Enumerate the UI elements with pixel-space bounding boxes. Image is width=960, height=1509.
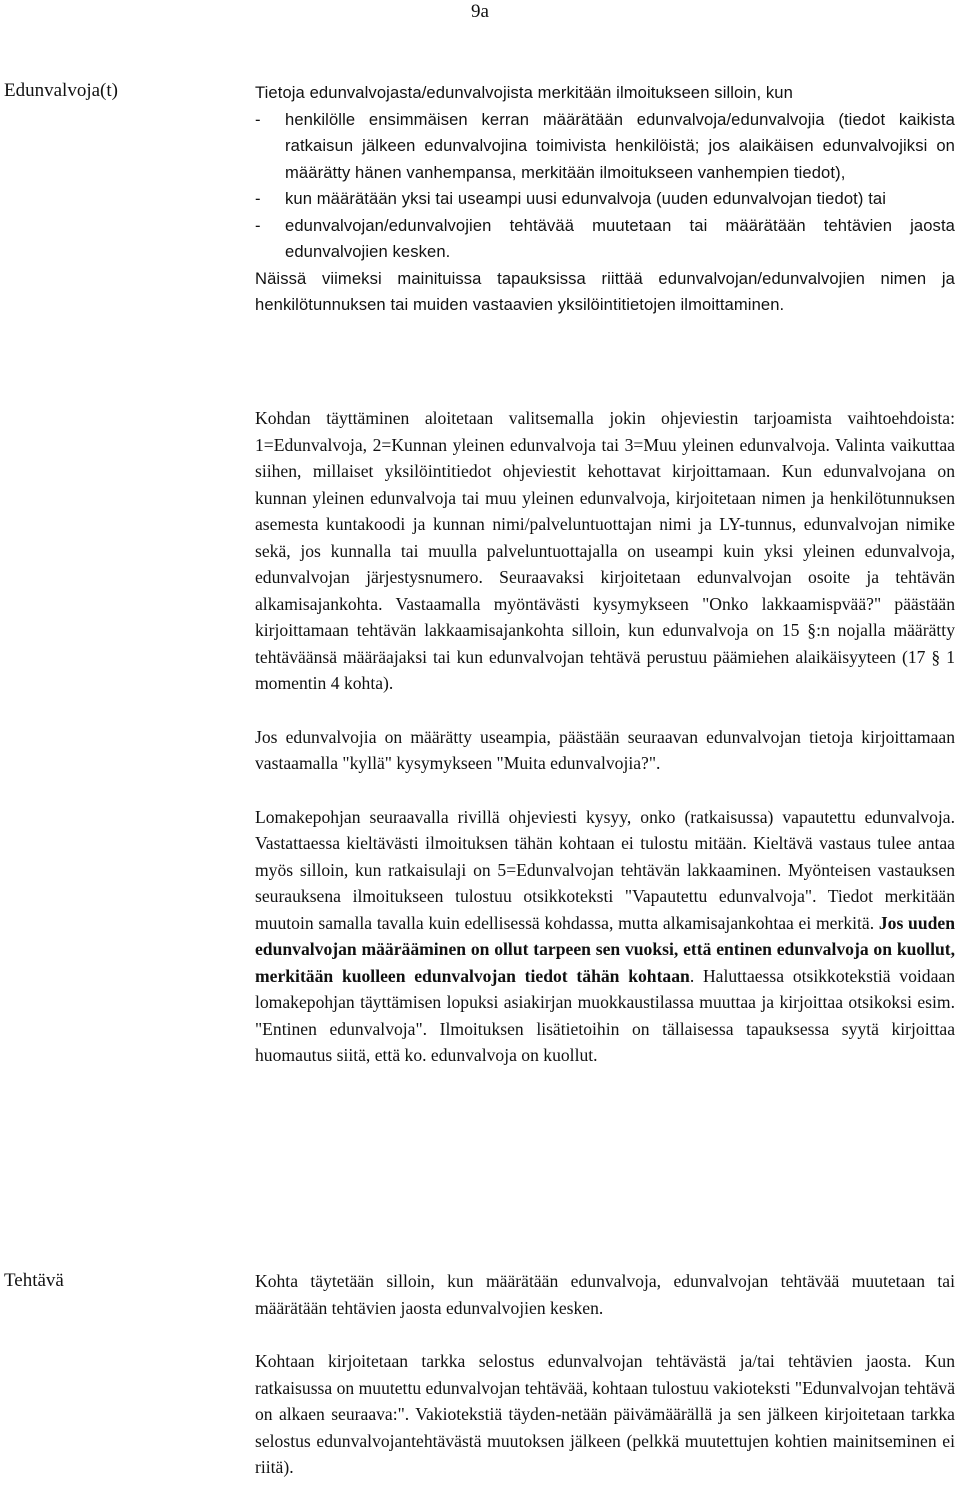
- section-label-tehtava: Tehtävä: [4, 1270, 64, 1291]
- released-guardian-paragraph: [255, 804, 955, 1069]
- task-when-paragraph: Kohta täytetään silloin, kun määrätään edunvalvoja, edunvalvojan tehtävää muutetaan tai määrätään tehtävien jaosta edunvalvojien kesken.: [255, 1271, 955, 1318]
- guardian-intro: Tietoja edunvalvojasta/edunvalvojista merkitään ilmoitukseen silloin, kun: [255, 83, 793, 102]
- guardian-intro-section: [255, 80, 955, 319]
- list-item-text: edunvalvojan/edunvalvojien tehtävää muutetaan tai määrätään tehtävien jaosta edunvalvojien kesken.: [285, 215, 955, 261]
- multiple-guardians-paragraph: Jos edunvalvojia on määrätty useampia, päästään seuraavan edunvalvojan tietoja kirjoittamaan vastaamalla "kyllä" kysymykseen "Muita edunvalvojia?".: [255, 726, 955, 773]
- list-dash: -: [255, 189, 261, 208]
- page-number: 9a: [471, 1, 489, 22]
- list-item: [255, 186, 955, 213]
- released-guardian-text-start: Lomakepohjan seuraavalla rivillä ohjeviesti kysyy, onko (ratkaisussa) vapautettu edunvalvoja. Vastattaessa kieltävästi ilmoituksen tähän kohtaan ei tulostu mitään. Kieltävä vastaus tulee antaa myös silloin, kun ratkaisulaji on 5=Edunvalvojan tehtävän lakkaaminen. Myönteisen vastauksen seurauksena ilmoitukseen tulostuu otsikkoteksti "Vapautettu edunvalvoja". Tiedot merkitään muutoin samalla tavalla kuin edellisessä kohdassa, mutta alkamisajankohtaa ei merkitä.: [255, 806, 955, 933]
- section-label-edunvalvoja: Edunvalvoja(t): [4, 80, 118, 101]
- task-section: [255, 1268, 955, 1481]
- released-guardian-text-end: . Haluttaessa otsikkotekstiä voidaan lomakepohjan täyttämisen lopuksi asiakirjan muokkaustilassa muuttaa ja kirjoittaa otsikoksi esim. "Entinen edunvalvoja". Ilmoituksen lisätietoihin on tällaisessa tapauksessa syytä kirjoittaa huomautus siitä, että ko. edunvalvoja on kuollut.: [255, 965, 955, 1065]
- deceased-guardian-note: Jos uuden edunvalvojan määrääminen on ollut tarpeen sen vuoksi, että entinen edunvalvoja on kuollut, merkitään kuolleen edunvalvojan tiedot tähän kohtaan: [255, 912, 955, 986]
- list-item: [255, 107, 955, 187]
- list-dash: -: [255, 109, 261, 129]
- list-dash: -: [255, 215, 261, 235]
- guardian-conditions-list: [255, 107, 955, 266]
- list-item: [255, 213, 955, 266]
- fill-instructions-paragraph: Kohdan täyttäminen aloitetaan valitsemalla jokin ohjeviestin tarjoamista vaihtoehdoista: 1=Edunvalvoja, 2=Kunnan yleinen edunvalvoja tai 3=Muu yleinen edunvalvoja. Valinta vaikuttaa siihen, millaiset yksilöintitiedot ohjeviestit kehottavat kirjoittamaan. Kun edunvalvojana on kunnan yleinen edunvalvoja tai muu yleinen edunvalvoja, kirjoitetaan nimen ja henkilötunnuksen asemesta kuntakoodi ja kunnan nimi/palveluntuottajan nimi ja LY-tunnus, edunvalvojan nimike sekä, jos kunnalla tai muulla palveluntuottajalla on useampi kuin yksi yleinen edunvalvoja, edunvalvojan järjestysnumero. Seuraavaksi kirjoitetaan edunvalvojan osoite ja tehtävän alkamisajankohta. Vastaamalla myöntävästi kysymykseen "Onko lakkaamispvää?" päästään kirjoittamaan tehtävän lakkaamisajankohta silloin, kun edunvalvoja on 15 §:n nojalla määrätty tehtäväänsä määräajaksi tai kun edunvalvojan tehtävä perustuu päämiehen alaikäisyyteen (17 § 1 momentin 4 kohta).: [255, 408, 955, 693]
- task-description-paragraph: Kohtaan kirjoitetaan tarkka selostus edunvalvojan tehtävästä ja/tai tehtävien jaosta. Kun ratkaisussa on muutettu edunvalvojan tehtävää, kohtaan tulostuu vakioteksti "Edunvalvojan tehtävä on alkaen seuraava:". Vakiotekstiä täyden-netään päivämäärällä ja sen jälkeen kirjoitetaan tarkka selostus edunvalvojantehtävästä muutoksen jälkeen (pelkkä muutettujen kohtien mainitseminen ei riitä).: [255, 1351, 956, 1477]
- list-item-text: kun määrätään yksi tai useampi uusi edunvalvoja (uuden edunvalvojan tiedot) tai: [285, 189, 887, 208]
- fill-instructions-section: [255, 405, 955, 1069]
- list-item-text: henkilölle ensimmäisen kerran määrätään edunvalvoja/edunvalvojia (tiedot kaikista ratkaisun jälkeen edunvalvojina toimivista henkilöistä; jos alaikäisen edunvalvojiksi on määrätty hänen vanhempansa, merkitään ilmoitukseen vanhempien tiedot),: [285, 109, 955, 182]
- guardian-intro-tail: Näissä viimeksi mainituissa tapauksissa riittää edunvalvojan/edunvalvojien nimen ja henkilötunnuksen tai muiden vastaavien yksilöintitietojen ilmoittaminen.: [255, 268, 955, 314]
